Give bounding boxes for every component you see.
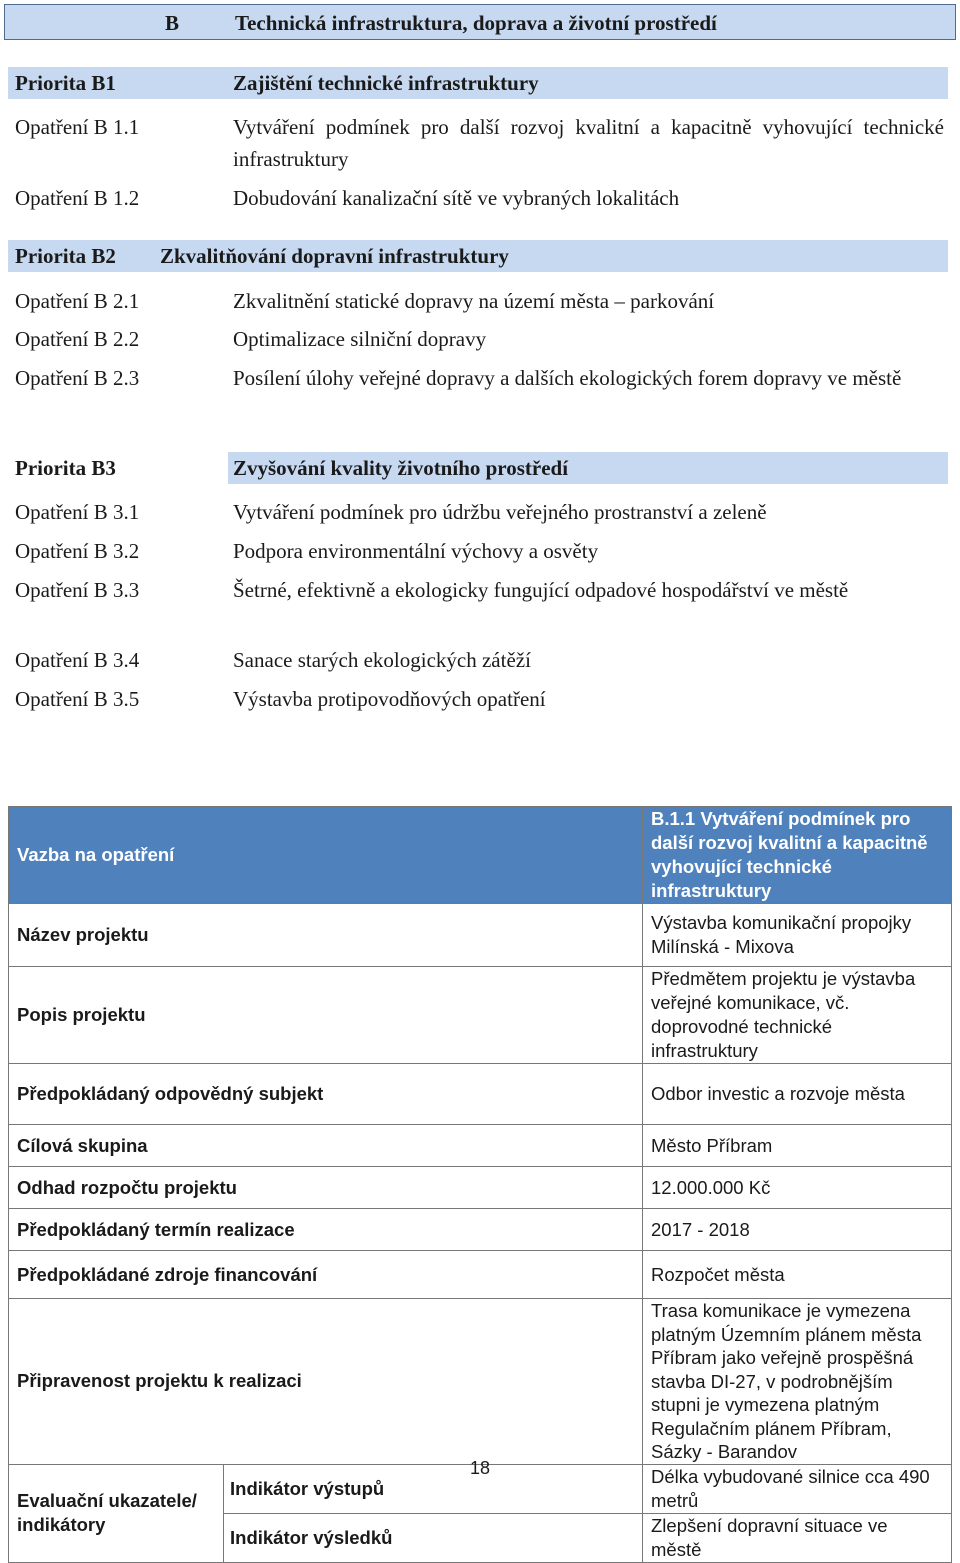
- term-label: Předpokládaný termín realizace: [9, 1209, 643, 1251]
- measure-text: Vytváření podmínek pro další rozvoj kvalitní a kapacitně vyhovující technické infrastruktury: [233, 115, 944, 171]
- measure-label: Opatření B 3.2: [15, 539, 140, 563]
- target-label: Cílová skupina: [9, 1125, 643, 1167]
- result-value: Zlepšení dopravní situace ve městě: [643, 1513, 952, 1562]
- measure-text: Dobudování kanalizační sítě ve vybraných lokalitách: [233, 186, 680, 210]
- priority-b2-label: Priorita B2: [15, 244, 116, 268]
- output-label: Indikátor výstupů: [224, 1464, 643, 1513]
- budget-value: 12.000.000 Kč: [643, 1167, 952, 1209]
- measure-label: Opatření B 1.1: [15, 115, 140, 139]
- link-value: B.1.1 Vytváření podmínek pro další rozvoj kvalitní a kapacitně vyhovující technické infrastruktury: [643, 807, 952, 904]
- measure-text: Podpora environmentální výchovy a osvěty: [233, 539, 599, 563]
- section-code: B: [165, 11, 180, 35]
- measure-text: Výstavba protipovodňových opatření: [233, 687, 546, 711]
- priority-b1-title: Zajištění technické infrastruktury: [233, 71, 539, 95]
- measure-text: Optimalizace silniční dopravy: [233, 327, 487, 351]
- priority-b2-title: Zkvalitňování dopravní infrastruktury: [160, 244, 509, 268]
- table-row: [9, 1299, 952, 1465]
- section-title: Technická infrastruktura, doprava a životní prostředí: [235, 11, 717, 35]
- project-table: [8, 806, 952, 1563]
- table-row: [9, 967, 952, 1064]
- measure-text: Posílení úlohy veřejné dopravy a dalších ekologických forem dopravy ve městě: [233, 366, 902, 390]
- measure-text: Zkvalitnění statické dopravy na území města – parkování: [233, 289, 715, 313]
- measure-label: Opatření B 1.2: [15, 186, 140, 210]
- output-value: Délka vybudované silnice cca 490 metrů: [643, 1464, 952, 1513]
- table-row: [9, 1209, 952, 1251]
- priority-b3-title: Zvyšování kvality životního prostředí: [233, 456, 569, 480]
- link-label: Vazba na opatření: [9, 807, 643, 904]
- priority-b1-label: Priorita B1: [15, 71, 116, 95]
- term-value: 2017 - 2018: [643, 1209, 952, 1251]
- eval-label: Evaluační ukazatele/ indikátory: [9, 1464, 224, 1562]
- readiness-label: Připravenost projektu k realizaci: [9, 1299, 643, 1465]
- section-header: [4, 4, 956, 40]
- budget-label: Odhad rozpočtu projektu: [9, 1167, 643, 1209]
- measure-label: Opatření B 3.1: [15, 500, 140, 524]
- table-row: [9, 1125, 952, 1167]
- subject-label: Předpokládaný odpovědný subjekt: [9, 1064, 643, 1125]
- table-row: [9, 904, 952, 967]
- subject-value: Odbor investic a rozvoje města: [643, 1064, 952, 1125]
- measure-label: Opatření B 3.4: [15, 648, 140, 672]
- funding-label: Předpokládané zdroje financování: [9, 1251, 643, 1299]
- desc-label: Popis projektu: [9, 967, 643, 1064]
- measure-label: Opatření B 2.3: [15, 366, 140, 390]
- page-number: 18: [469, 1458, 491, 1478]
- measure-text: Sanace starých ekologických zátěží: [233, 648, 531, 672]
- measure-text: Vytváření podmínek pro údržbu veřejného prostranství a zeleně: [233, 500, 767, 524]
- measure-text: Šetrné, efektivně a ekologicky fungující odpadové hospodářství ve městě: [233, 578, 849, 602]
- name-value: Výstavba komunikační propojky Milínská - Mixova: [643, 904, 952, 967]
- result-label: Indikátor výsledků: [224, 1513, 643, 1562]
- target-value: Město Příbram: [643, 1125, 952, 1167]
- funding-value: Rozpočet města: [643, 1251, 952, 1299]
- measure-label: Opatření B 2.2: [15, 327, 140, 351]
- table-row: [9, 1251, 952, 1299]
- desc-value: Předmětem projektu je výstavba veřejné komunikace, vč. doprovodné technické infrastruktury: [643, 967, 952, 1064]
- readiness-value: Trasa komunikace je vymezena platným Územním plánem města Příbram jako veřejně prospěšná stavba DI-27, v podrobnějším stupni je vymezena platným Regulačním plánem Příbram, Sázky - Barandov: [643, 1299, 952, 1465]
- priority-b3-label: Priorita B3: [15, 456, 116, 480]
- measure-label: Opatření B 2.1: [15, 289, 140, 313]
- table-row: [9, 1064, 952, 1125]
- name-label: Název projektu: [9, 904, 643, 967]
- measure-label: Opatření B 3.3: [15, 578, 140, 602]
- table-row: [9, 1167, 952, 1209]
- measure-label: Opatření B 3.5: [15, 687, 140, 711]
- table-row: [9, 807, 952, 904]
